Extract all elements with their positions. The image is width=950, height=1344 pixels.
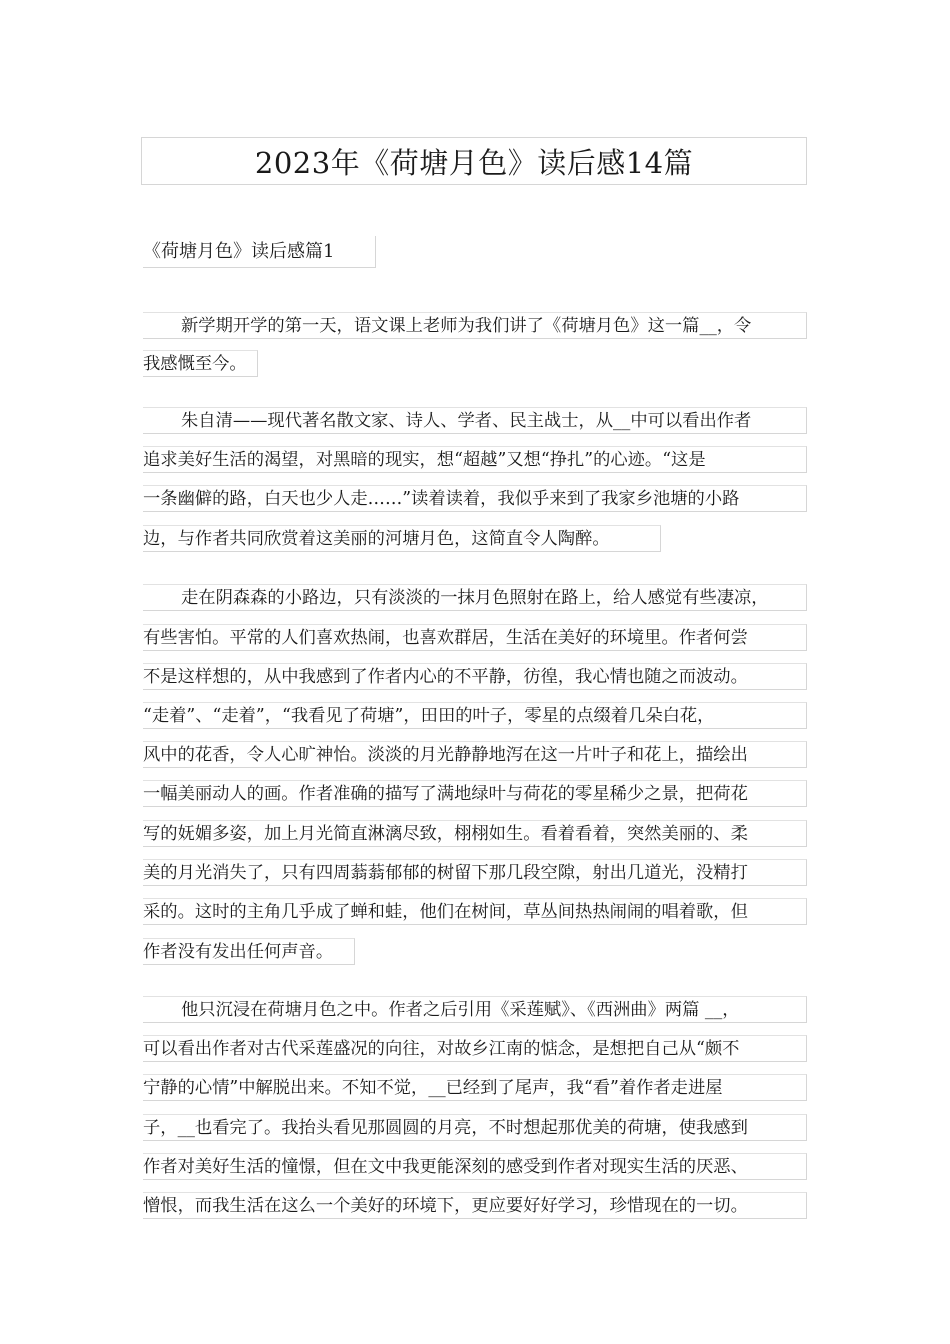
paragraph-3-line-4: “走着”、“走着”，“我看见了荷塘”，田田的叶子，零星的点缀着几朵白花，	[143, 702, 807, 729]
paragraph-3-line-2: 有些害怕。平常的人们喜欢热闹，也喜欢群居，生活在美好的环境里。作者何尝	[143, 624, 807, 651]
paragraph-3-line-6: 一幅美丽动人的画。作者准确的描写了满地绿叶与荷花的零星稀少之景，把荷花	[143, 780, 807, 807]
paragraph-2-line-1: 朱自清——现代著名散文家、诗人、学者、民主战士，从__中可以看出作者	[143, 407, 807, 434]
paragraph-2-line-3: 一条幽僻的路，白天也少人走……”读着读着，我似乎来到了我家乡池塘的小路	[143, 485, 807, 512]
section-heading: 《荷塘月色》读后感篇1	[143, 236, 376, 268]
paragraph-4-line-1: 他只沉浸在荷塘月色之中。作者之后引用《采莲赋》、《西洲曲》两篇 __，	[143, 996, 807, 1023]
paragraph-4-line-3: 宁静的心情”中解脱出来。不知不觉，__已经到了尾声，我“看”着作者走进屋	[143, 1074, 807, 1101]
paragraph-3-line-5: 风中的花香，令人心旷神怡。淡淡的月光静静地泻在这一片叶子和花上，描绘出	[143, 741, 807, 768]
paragraph-4-line-2: 可以看出作者对古代采莲盛况的向往，对故乡江南的惦念，是想把自己从“颇不	[143, 1035, 807, 1062]
paragraph-4-line-5: 作者对美好生活的憧憬，但在文中我更能深刻的感受到作者对现实生活的厌恶、	[143, 1153, 807, 1180]
paragraph-2-line-2: 追求美好生活的渴望，对黑暗的现实，想“超越”又想“挣扎”的心迹。“这是	[143, 446, 807, 473]
paragraph-3-line-10: 作者没有发出任何声音。	[143, 938, 355, 965]
paragraph-2-line-4: 边，与作者共同欣赏着这美丽的河塘月色，这简直令人陶醉。	[143, 525, 661, 552]
paragraph-3-line-7: 写的妩媚多姿，加上月光简直淋漓尽致，栩栩如生。看着看着，突然美丽的、柔	[143, 820, 807, 847]
paragraph-1-line-1: 新学期开学的第一天，语文课上老师为我们讲了《荷塘月色》这一篇__，令	[143, 312, 807, 339]
paragraph-4-line-4: 子，__也看完了。我抬头看见那圆圆的月亮，不时想起那优美的荷塘，使我感到	[143, 1114, 807, 1141]
page-title: 2023年《荷塘月色》读后感14篇	[254, 145, 694, 180]
paragraph-4-line-6: 憎恨，而我生活在这么一个美好的环境下，更应要好好学习，珍惜现在的一切。	[143, 1192, 807, 1219]
paragraph-3-line-1: 走在阴森森的小路边，只有淡淡的一抹月色照射在路上，给人感觉有些凄凉，	[143, 584, 807, 611]
paragraph-3-line-8: 美的月光消失了，只有四周蓊蓊郁郁的树留下那几段空隙，射出几道光，没精打	[143, 859, 807, 886]
paragraph-1-line-2: 我感慨至今。	[143, 350, 258, 377]
paragraph-3-line-3: 不是这样想的，从中我感到了作者内心的不平静，彷徨，我心情也随之而波动。	[143, 663, 807, 690]
paragraph-3-line-9: 采的。这时的主角几乎成了蝉和蛙，他们在树间，草丛间热热闹闹的唱着歌，但	[143, 898, 807, 925]
title-box	[141, 137, 807, 185]
